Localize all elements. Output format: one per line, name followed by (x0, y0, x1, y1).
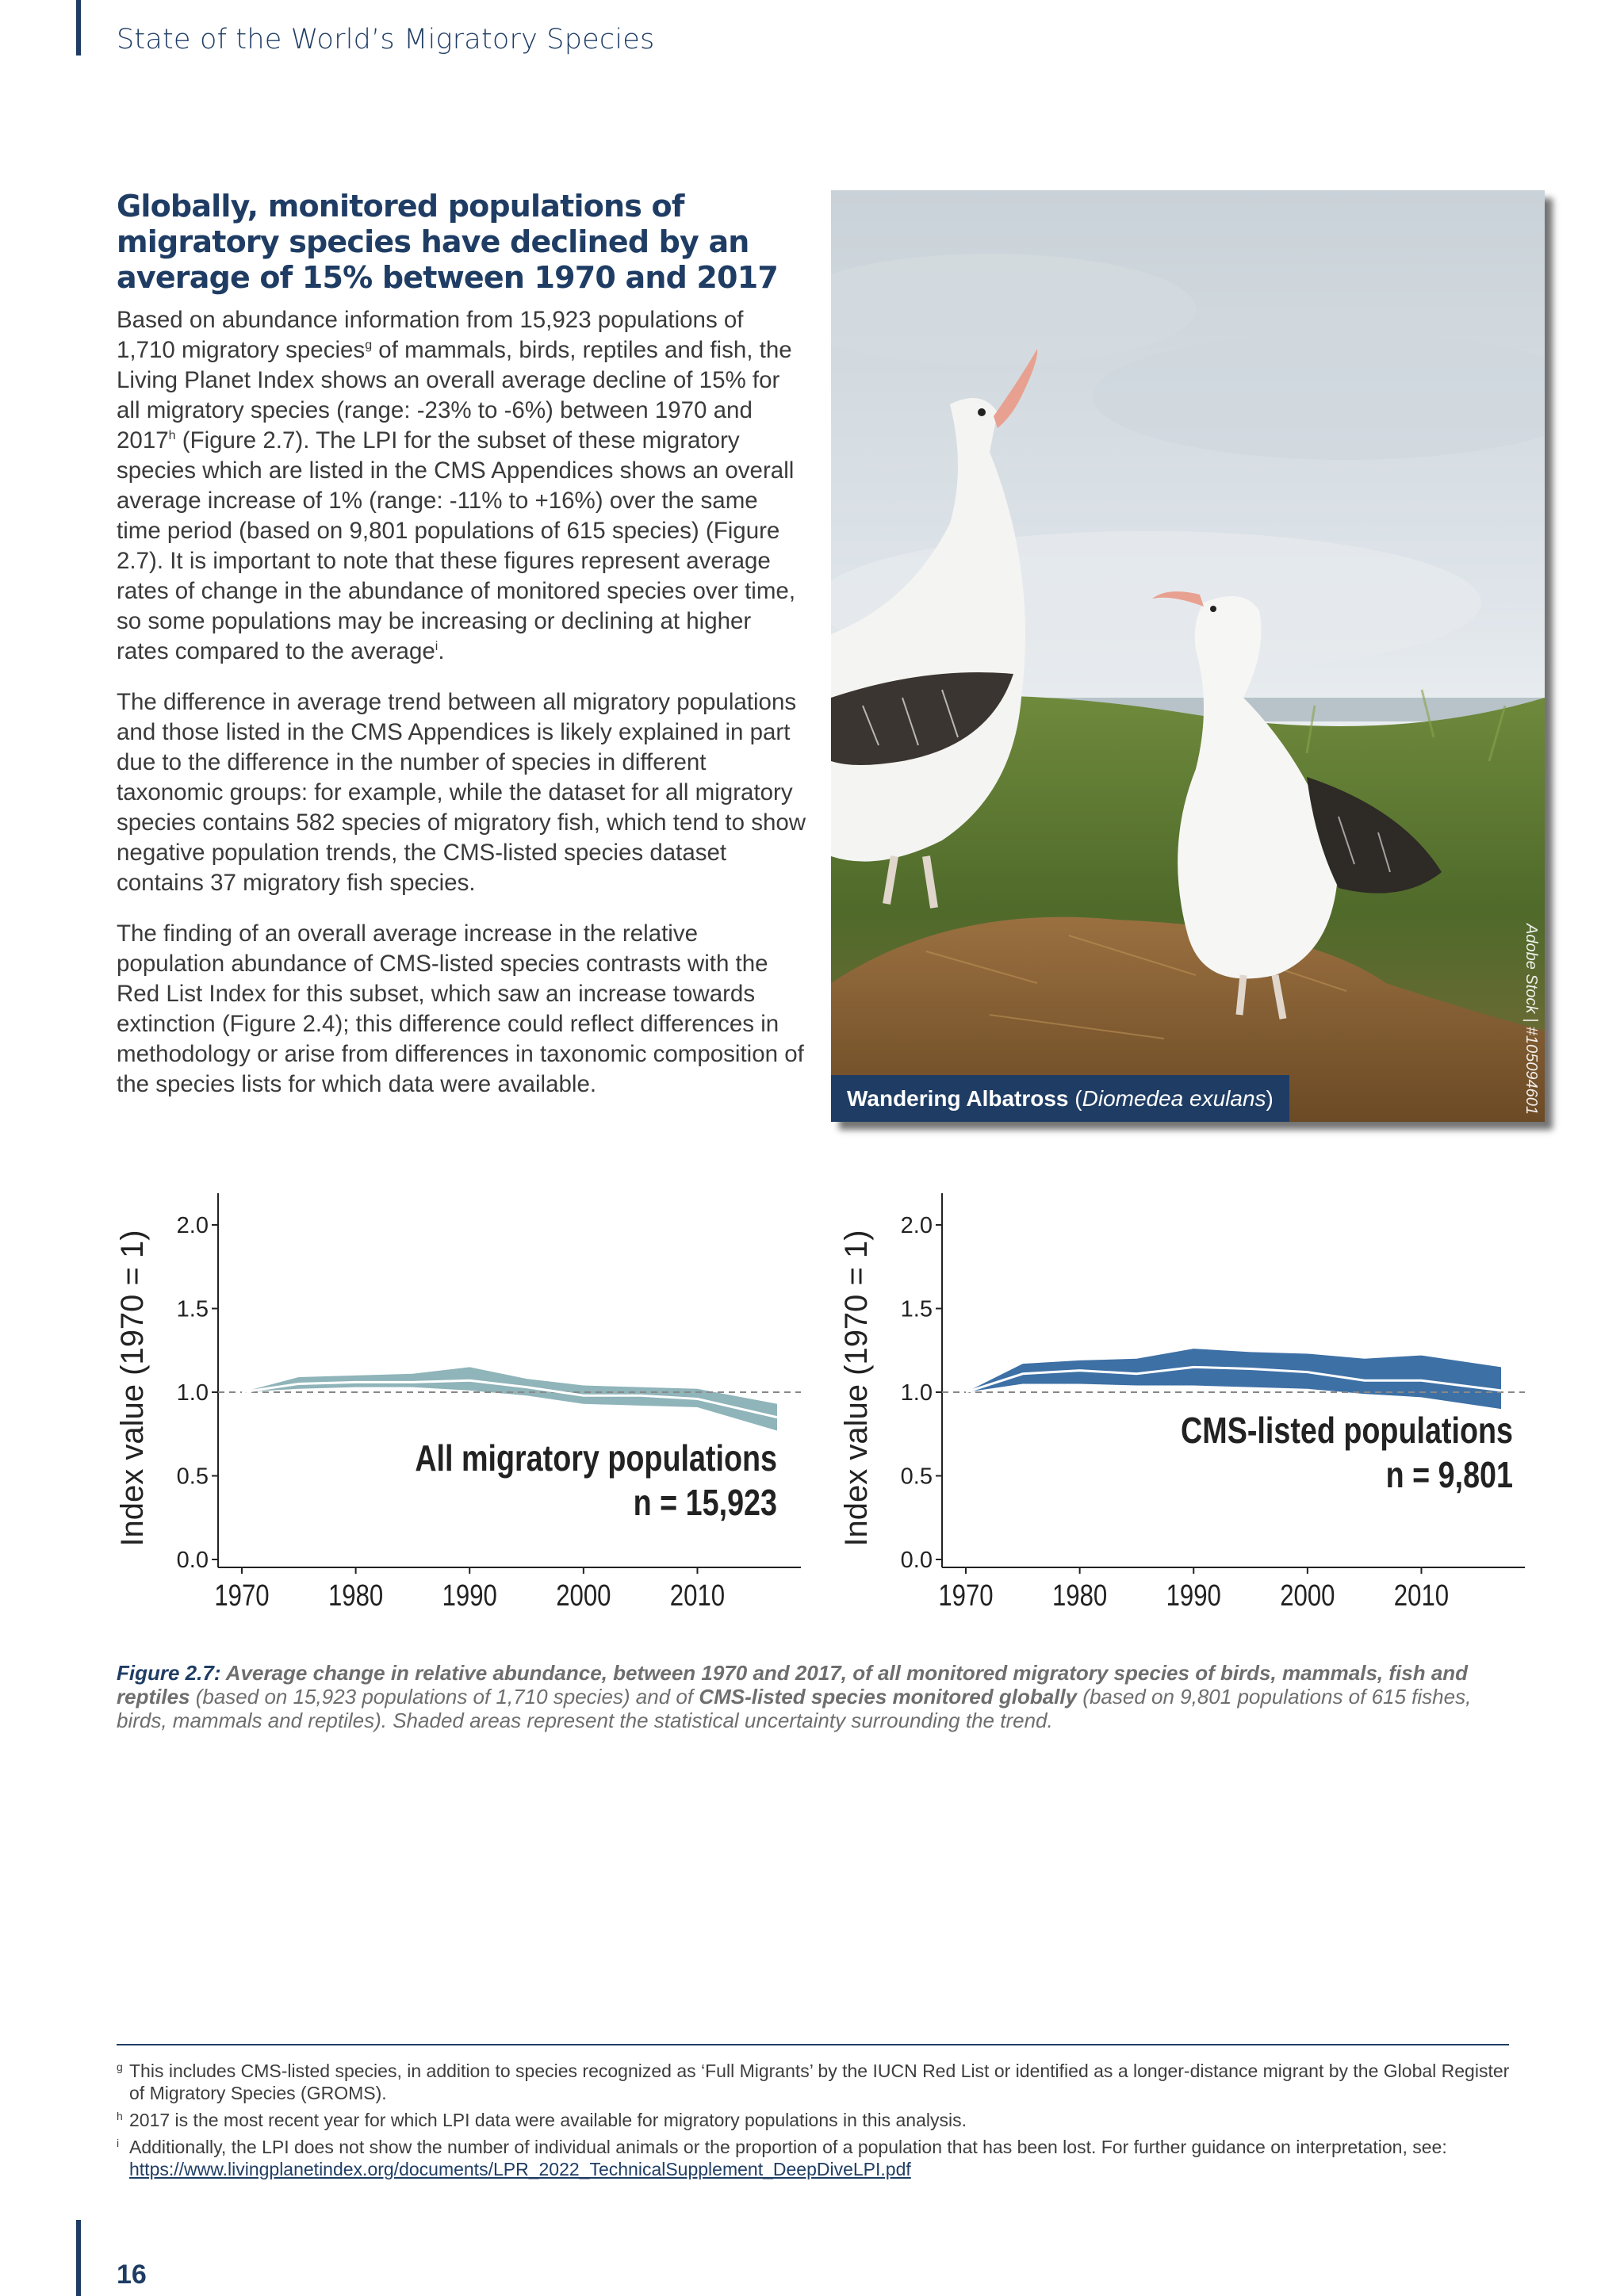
uncertainty-band (966, 1349, 1501, 1409)
chart-all-migratory (111, 1173, 825, 1633)
paragraph-1-text-c: (Figure 2.7). The LPI for the subset of these migratory species which are listed in the CMS Appendices shows an overall average increase of 1% (range: -11% to +16%) over the same time period (based on 9,801 populations of 615 species) (Figure 2.7). It is important to note that these figures represent average rates of change in the abundance of monitored species over time, so some populations may be increasing or declining at higher rates compared to the average (117, 427, 796, 664)
figure-caption-bold-1: Average change in relative abundance, between 1970 and 2017, of all monitored migratory species of birds, mammals, fish and reptiles (117, 1661, 1469, 1709)
photo-caption-open-paren: ( (1068, 1086, 1082, 1111)
footnote-ref-i[interactable]: i (435, 640, 439, 654)
y-axis-label: Index value (1970 = 1) (839, 1230, 874, 1547)
y-tick-label: 0.5 (900, 1464, 933, 1490)
footnote-ref-h[interactable]: h (168, 429, 176, 443)
chart-annotation-n: n = 9,801 (1385, 1454, 1513, 1495)
photo-caption-common-name: Wandering Albatross (847, 1086, 1069, 1111)
footnote-mark: i (117, 2137, 120, 2149)
x-tick-label: 1970 (214, 1579, 270, 1613)
y-tick-label: 2.0 (176, 1213, 209, 1238)
footnote-h (117, 2109, 1512, 2131)
photo-caption-scientific-name: Diomedea exulans (1082, 1086, 1266, 1111)
footnote-g (117, 2060, 1512, 2104)
section-heading: Globally, monitored populations of migratory species have declined by an average of 15% between 1970 and 2017 (117, 189, 778, 295)
footnote-divider (117, 2044, 1509, 2045)
footnote-text (129, 2136, 1512, 2180)
y-tick-label: 0.0 (900, 1548, 933, 1573)
figure-caption-text-2: (based on 9,801 populations of 615 fishes, birds, mammals and reptiles). Shaded areas represent the statistical uncertainty surrounding the trend. (117, 1685, 1472, 1732)
figure-caption-text-1: (based on 15,923 populations of 1,710 species) and of (190, 1685, 699, 1709)
albatross-illustration (831, 190, 1545, 1122)
footnote-ref-g[interactable]: g (365, 339, 373, 353)
x-tick-label: 1990 (1166, 1579, 1221, 1613)
figure-caption (117, 1661, 1512, 1732)
y-tick-label: 2.0 (900, 1213, 933, 1238)
footnote-text-body: Additionally, the LPI does not show the number of individual animals or the proportion of a population that has been lost. For further guidance on interpretation, see: (129, 2137, 1447, 2157)
footnote-mark: h (117, 2110, 123, 2122)
footnote-text: 2017 is the most recent year for which LPI data were available for migratory populations in this analysis. (129, 2110, 967, 2130)
chart-cms-listed (835, 1173, 1549, 1633)
main-text-column (117, 189, 806, 1120)
paragraph-2: The difference in average trend between all migratory populations and those listed in the CMS Appendices is likely explained in part due to the difference in the number of species in different taxonomic groups: for example, while the dataset for all migratory species contains 582 species of migratory fish, which tend to show negative population trends, the CMS-listed species dataset contains 37 migratory fish species. (117, 689, 806, 896)
figure-label: Figure 2.7: (117, 1661, 221, 1685)
x-tick-label: 1980 (327, 1579, 384, 1613)
chart-annotation-title: CMS-listed populations (1181, 1410, 1513, 1451)
header-accent-bar (76, 0, 81, 55)
y-tick-label: 1.5 (176, 1296, 209, 1322)
chart-annotation-n: n = 15,923 (633, 1482, 778, 1523)
footer-accent-bar (76, 2220, 81, 2296)
figure-caption-bold-2: CMS-listed species monitored globally (699, 1685, 1078, 1709)
y-tick-label: 1.0 (900, 1380, 933, 1406)
x-tick-label: 2010 (669, 1579, 726, 1613)
paragraph-1 (117, 305, 806, 667)
photo-credit: Adobe Stock | #105094601 (1522, 924, 1540, 1115)
albatross-photo (831, 190, 1545, 1122)
y-axis-label: Index value (1970 = 1) (115, 1230, 150, 1547)
paragraph-3: The finding of an overall average increase in the relative population abundance of CMS-listed species contrasts with the Red List Index for this subset, which saw an increase towards extinction (Figure 2.4); this difference could reflect differences in methodology or arise from differences in taxonomic composition of the species lists for which data were available. (117, 920, 804, 1097)
photo-caption-close-paren: ) (1266, 1086, 1274, 1111)
x-tick-label: 2000 (556, 1579, 611, 1613)
photo-caption (831, 1075, 1289, 1122)
y-tick-label: 0.5 (176, 1464, 209, 1490)
paragraph-1-text-d: . (438, 638, 445, 664)
x-tick-label: 1990 (442, 1579, 497, 1613)
lpi-supplement-link[interactable]: https://www.livingplanetindex.org/documents/LPR_2022_TechnicalSupplement_DeepDiveLPI.pdf (129, 2159, 911, 2179)
x-tick-label: 2000 (1280, 1579, 1335, 1613)
page-number: 16 (117, 2260, 147, 2290)
paragraph-1-text-b: of mammals, birds, reptiles and fish, the Living Planet Index shows an overall average decline of 15% for all migratory species (range: -23% to -6%) between 1970 and 2017 (117, 337, 792, 453)
chart-annotation-title: All migratory populations (415, 1437, 778, 1479)
footnote-i (117, 2136, 1512, 2180)
y-tick-label: 1.0 (176, 1380, 209, 1406)
y-tick-label: 0.0 (176, 1548, 209, 1573)
footnotes (117, 2060, 1512, 2185)
running-title: State of the World’s Migratory Species (117, 24, 655, 55)
footnote-mark: g (117, 2061, 123, 2073)
x-tick-label: 1980 (1051, 1579, 1108, 1613)
x-tick-label: 2010 (1393, 1579, 1450, 1613)
paragraph-1-text-a: Based on abundance information from 15,923 populations of 1,710 migratory species (117, 307, 744, 363)
footnote-text: This includes CMS-listed species, in addition to species recognized as ‘Full Migrants’ by the IUCN Red List or identified as a longer-distance migrant by the Global Register of Migratory Species (GROMS). (129, 2061, 1510, 2103)
x-tick-label: 1970 (938, 1579, 994, 1613)
y-tick-label: 1.5 (900, 1296, 933, 1322)
